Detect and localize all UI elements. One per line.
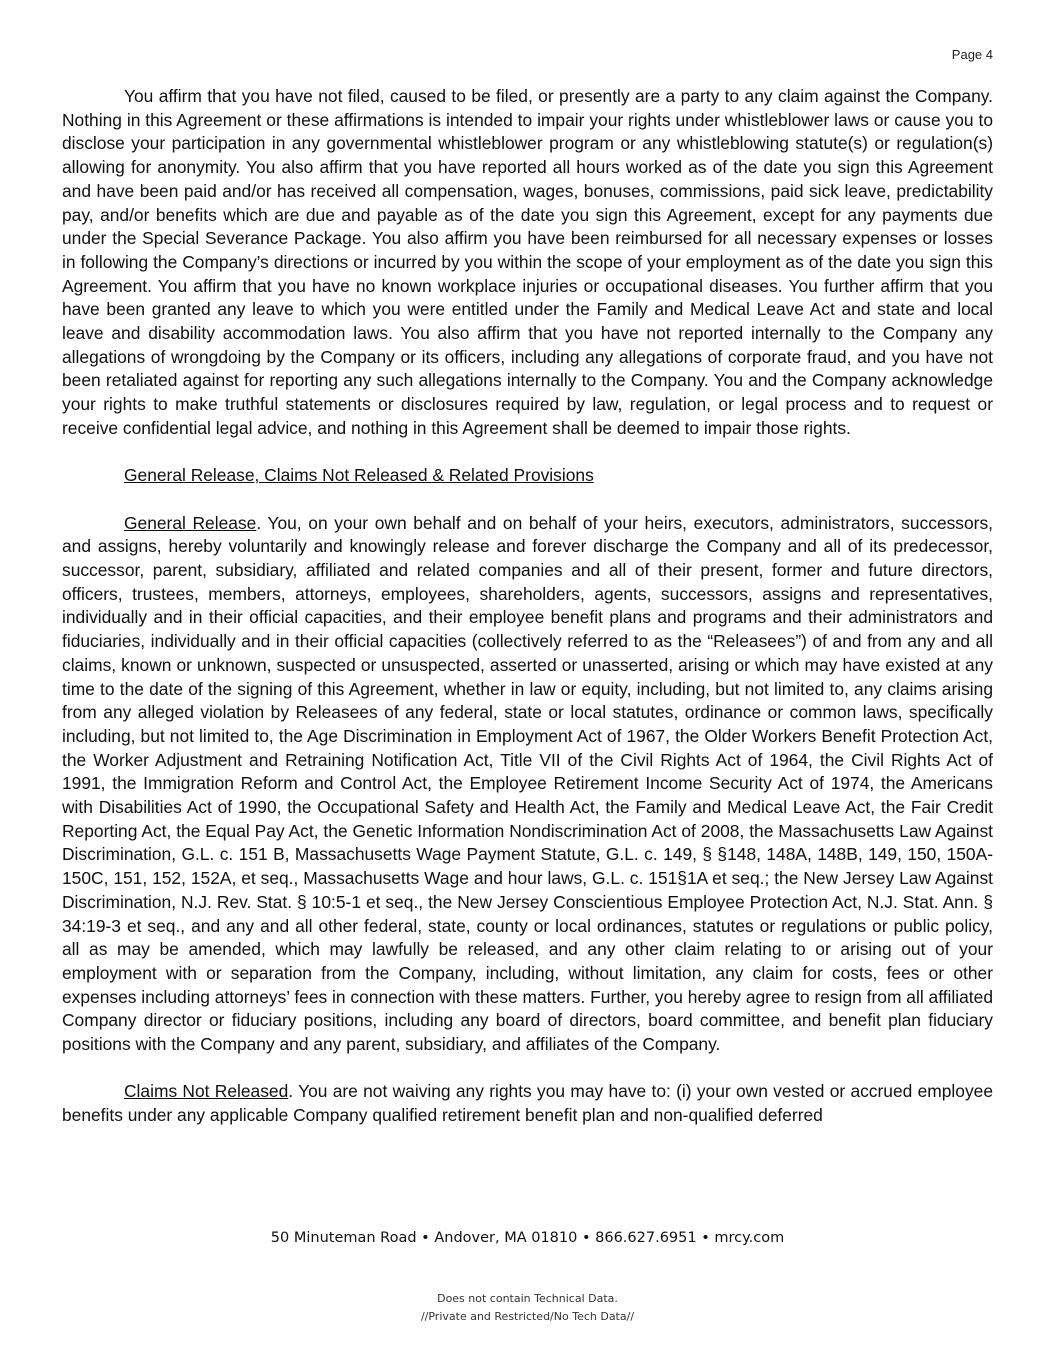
section-heading-text: General Release, Claims Not Released & Related Provisions bbox=[124, 465, 594, 486]
section-heading bbox=[62, 464, 993, 488]
technical-data-note: Does not contain Technical Data. bbox=[437, 1292, 618, 1305]
claims-not-released-text: . You are not waiving any rights you may have to: (i) your own vested or accrued employee benefits under any applicable Company qualified retirement benefit plan and non-qualified deferred bbox=[62, 1081, 994, 1126]
general-release-paragraph bbox=[62, 512, 993, 1057]
page-number: Page 4 bbox=[951, 47, 993, 62]
general-release-text: . You, on your own behalf and on behalf of your heirs, executors, administrators, successors, and assigns, hereby voluntarily and knowingly release and forever discharge the Company and all of its predecessor, successor, parent, subsidiary, affiliated and related companies and all of their present, former and future directors, officers, trustees, members, attorneys, employees, shareholders, agents, successors, assigns and representatives, individually and in their official capacities, and their employee benefit plans and programs and their administrators and fiduciaries, individually and in their official capacities (collectively referred to as the “Releasees”) of and from any and all claims, known or unknown, suspected or unsuspected, asserted or unasserted, arising or which may have existed at any time to the date of the signing of this Agreement, whether in law or equity, including, but not limited to, any claims arising from any alleged violation by Releasees of any federal, state or local statutes, ordinance or common laws, specifically including, but not limited to, the Age Discrimination in Employment Act of 1967, the Older Workers Benefit Protection Act, the Worker Adjustment and Retraining Notification Act, Title VII of the Civil Rights Act of 1964, the Civil Rights Act of 1991, the Immigration Reform and Control Act, the Employee Retirement Income Security Act of 1974, the Americans with Disabilities Act of 1990, the Occupational Safety and Health Act, the Family and Medical Leave Act, the Fair Credit Reporting Act, the Equal Pay Act, the Genetic Information Nondiscrimination Act of 2008, the Massachusetts Law Against Discrimination, G.L. c. 151 B, Massachusetts Wage Payment Statute, G.L. c. 149, § §148, 148A, 148B, 149, 150, 150A-150C, 151, 152, 152A, et seq., Massachusetts Wage and hour laws, G.L. c. 151§1A et seq.; the New Jersey Law Against Discrimination, N.J. Rev. Stat. § 10:5-1 et seq., the New Jersey Conscientious Employee Protection Act, N.J. Stat. Ann. § 34:19-3 et seq., and any and all other federal, state, county or local ordinances, statutes or regulations or public policy, all as may be amended, which may lawfully be released, and any other claim relating to or arising out of your employment with or separation from the Company, including, without limitation, any claim for costs, fees or other expenses including attorneys’ fees in connection with these matters. Further, you hereby agree to resign from all affiliated Company director or fiduciary positions, including any board of directors, board committee, and benefit plan fiduciary positions with the Company and any parent, subsidiary, and affiliates of the Company. bbox=[62, 512, 993, 1055]
affirmations-paragraph: You affirm that you have not filed, caused to be filed, or presently are a party to any claim against the Company. Nothing in this Agreement or these affirmations is intended to impair your rights under whistleblower laws or cause you to disclose your participation in any governmental whistleblower program or any whistleblowing statute(s) or regulation(s) allowing for anonymity. You also affirm that you have reported all hours worked as of the date you sign this Agreement and have been paid and/or has received all compensation, wages, bonuses, commissions, paid sick leave, predictability pay, and/or benefits which are due and payable as of the date you sign this Agreement, except for any payments due under the Special Severance Package. You also affirm you have been reimbursed for all necessary expenses or losses in following the Company’s directions or incurred by you within the scope of your employment as of the date you sign this Agreement. You affirm that you have no known workplace injuries or occupational diseases. You further affirm that you have been granted any leave to which you were entitled under the Family and Medical Leave Act and state and local leave and disability accommodation laws. You also affirm that you have not reported internally to the Company any allegations of wrongdoing by the Company or its officers, including any allegations of corporate fraud, and you have not been retaliated against for reporting any such allegations internally to the Company. You and the Company acknowledge your rights to make truthful statements or disclosures required by law, regulation, or legal process and to request or receive confidential legal advice, and nothing in this Agreement shall be deemed to impair those rights. bbox=[62, 86, 993, 438]
document-body bbox=[62, 85, 993, 1128]
footer-notes bbox=[0, 1290, 1055, 1326]
general-release-label: General Release bbox=[124, 512, 257, 533]
claims-not-released-paragraph bbox=[62, 1080, 993, 1127]
restriction-note: //Private and Restricted/No Tech Data// bbox=[420, 1310, 635, 1323]
footer-address: 50 Minuteman Road • Andover, MA 01810 • 866.627.6951 • mrcy.com bbox=[270, 1230, 785, 1246]
claims-not-released-label: Claims Not Released bbox=[124, 1081, 289, 1102]
